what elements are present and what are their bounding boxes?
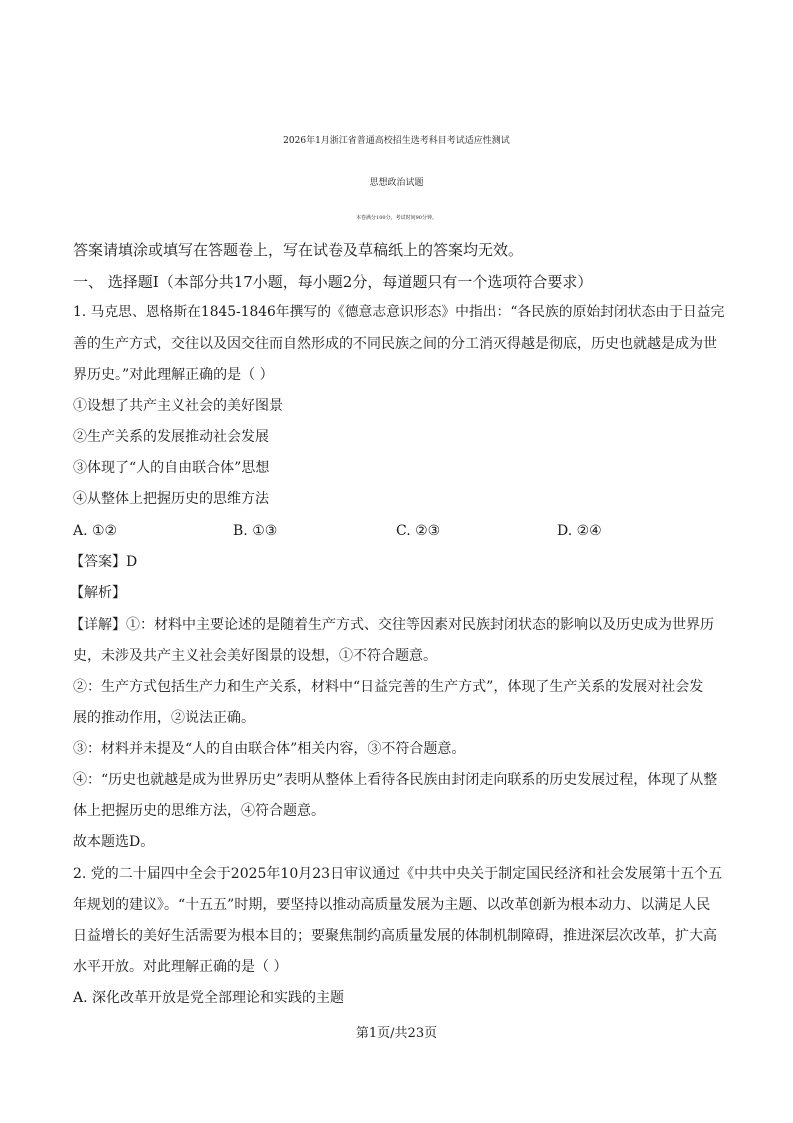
exam-info: 本卷满分100分，考试时间90分钟。 bbox=[356, 215, 437, 221]
q1-item: ③体现了“人的自由联合体”思想 bbox=[73, 460, 270, 476]
q1-item: ②生产关系的发展推动社会发展 bbox=[73, 429, 269, 445]
q1-detail-line: ②：生产方式包括生产力和生产关系，材料中“日益完善的生产方式”，体现了生产关系的发展对社会发 bbox=[73, 679, 704, 695]
q1-detail-line: ④：“历史也就越是成为世界历史”表明从整体上看待各民族由封闭走向联系的历史发展过程，体现了从整 bbox=[73, 772, 718, 788]
q1-detail-line: 展的推动作用，②说法正确。 bbox=[73, 710, 255, 726]
q1-option-d: D. ②④ bbox=[557, 523, 602, 539]
q1-detail-line: 【详解】①：材料中主要论述的是随着生产方式、交往等因素对民族封闭状态的影响以及历史成为世界历 bbox=[70, 617, 714, 633]
q1-item: ①设想了共产主义社会的美好图景 bbox=[73, 398, 283, 414]
exam-title: 2026年1月浙江省普通高校招生选考科目考试适应性测试 bbox=[283, 136, 510, 146]
q1-item: ④从整体上把握历史的思维方法 bbox=[73, 491, 269, 507]
q2-stem-line: 水平开放。对此理解正确的是（ ） bbox=[73, 959, 288, 975]
q1-detail-line: 故本题选D。 bbox=[73, 834, 155, 850]
q1-analysis-label: 【解析】 bbox=[70, 585, 126, 601]
q2-stem-line: 2. 党的二十届四中全会于2025年10月23日审议通过《中共中央关于制定国民经济和社会发展第十五个五 bbox=[73, 866, 723, 882]
page-number: 第1页/共23页 bbox=[355, 1026, 438, 1041]
q2-stem-line: 日益增长的美好生活需要为根本目的；要聚焦制约高质量发展的体制机制障碍，推进深层次改革，扩大高 bbox=[73, 928, 717, 944]
subject-title: 思想政治试题 bbox=[369, 178, 424, 188]
q1-stem-line: 界历史。”对此理解正确的是（ ） bbox=[73, 367, 274, 383]
q1-option-b: B. ①③ bbox=[233, 523, 278, 539]
q1-stem-line: 1. 马克思、恩格斯在1845-1846年撰写的《德意志意识形态》中指出：“各民族的原始封闭状态由于日益完 bbox=[73, 304, 725, 320]
q1-option-a: A. ①② bbox=[73, 523, 118, 539]
q1-detail-line: 史，未涉及共产主义社会美好图景的设想，①不符合题意。 bbox=[73, 648, 437, 664]
q2-stem-line: 年规划的建议》。“十五五”时期，要坚持以推动高质量发展为主题、以改革创新为根本动力、以满足人民 bbox=[73, 897, 711, 913]
q1-detail-line: 体上把握历史的思维方法，④符合题意。 bbox=[73, 803, 325, 819]
q1-answer: 【答案】D bbox=[70, 554, 138, 570]
q1-stem-line: 善的生产方式，交往以及因交往而自然形成的不同民族之间的分工消灭得越是彻底，历史也就越是成为世 bbox=[73, 336, 717, 352]
q1-option-c: C. ②③ bbox=[396, 523, 441, 539]
q2-option-a: A. 深化改革开放是党全部理论和实践的主题 bbox=[73, 990, 345, 1006]
answer-notice: 答案请填涂或填写在答题卷上，写在试卷及草稿纸上的答案均无效。 bbox=[73, 241, 524, 259]
q1-detail-line: ③：材料并未提及“人的自由联合体”相关内容，③不符合题意。 bbox=[73, 741, 466, 757]
section-heading: 一、 选择题Ⅰ（本部分共17小题，每小题2分，每道题只有一个选项符合要求） bbox=[73, 273, 593, 291]
